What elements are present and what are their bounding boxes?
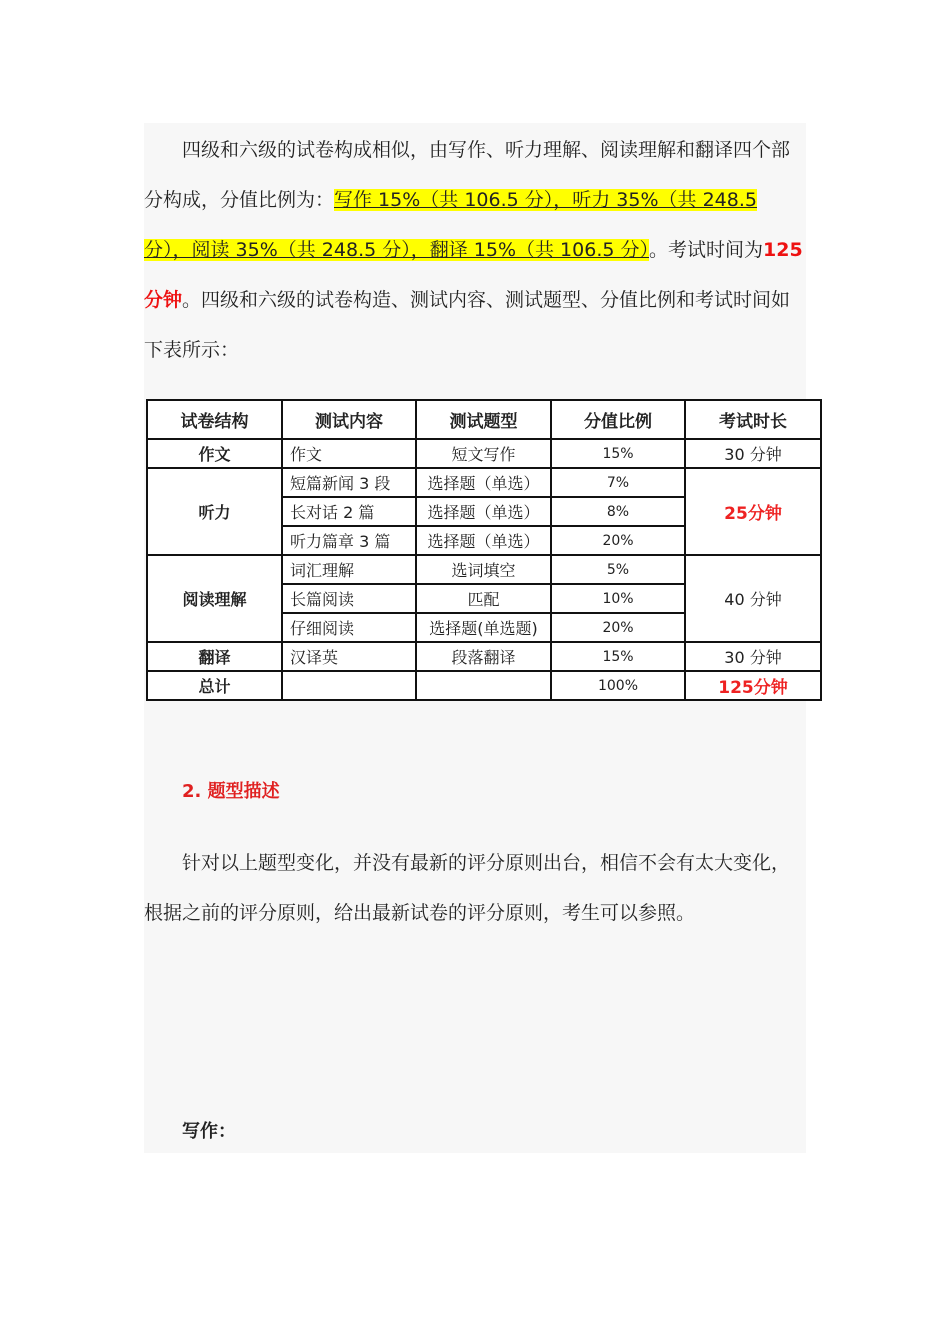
- ratio-cell: 20%: [551, 526, 685, 555]
- content-cell: 作文: [282, 439, 416, 468]
- exam-time: 125 分钟: [144, 239, 803, 311]
- content-cell: 词汇理解: [282, 555, 416, 584]
- table-row: [147, 439, 821, 468]
- header-cell: 分值比例: [551, 400, 685, 439]
- intro-mid: 。考试时间为: [649, 239, 764, 261]
- header-cell: 测试题型: [416, 400, 551, 439]
- section-total: 总计: [147, 671, 282, 700]
- table-total-row: [147, 671, 821, 700]
- empty-cell: [416, 671, 551, 700]
- ratio-cell: 5%: [551, 555, 685, 584]
- time-cell: 30 分钟: [685, 439, 821, 468]
- type-cell: 选择题(单选题): [416, 613, 551, 642]
- header-cell: 试卷结构: [147, 400, 282, 439]
- ratio-cell: 15%: [551, 439, 685, 468]
- content-cell: 短篇新闻 3 段: [282, 468, 416, 497]
- ratio-cell: 15%: [551, 642, 685, 671]
- ratio-cell: 8%: [551, 497, 685, 526]
- score-ratio-highlight: 写作 15%（共 106.5 分），听力 35%（共 248.5 分），阅读 35%（共 248.5 分），翻译 15%（共 106.5 分）: [144, 189, 757, 261]
- section-heading: 2. 题型描述: [182, 781, 280, 802]
- time-cell: 30 分钟: [685, 642, 821, 671]
- reading-time: 40 分钟: [685, 555, 821, 642]
- ratio-cell: 7%: [551, 468, 685, 497]
- ratio-cell: 20%: [551, 613, 685, 642]
- total-time: 125分钟: [685, 671, 821, 700]
- type-cell: 选择题（单选）: [416, 468, 551, 497]
- section-translation: 翻译: [147, 642, 282, 671]
- table-row: [147, 642, 821, 671]
- section-listening: 听力: [147, 468, 282, 555]
- type-cell: 段落翻译: [416, 642, 551, 671]
- description-text: 针对以上题型变化，并没有最新的评分原则出台，相信不会有太大变化，根据之前的评分原则，给出最新试卷的评分原则，考生可以参照。: [144, 852, 791, 924]
- intro-end: 。四级和六级的试卷构造、测试内容、测试题型、分值比例和考试时间如下表所示：: [144, 289, 791, 361]
- table-row: [147, 468, 821, 497]
- type-cell: 选择题（单选）: [416, 497, 551, 526]
- ratio-cell: 10%: [551, 584, 685, 613]
- type-cell: 匹配: [416, 584, 551, 613]
- content-cell: 长对话 2 篇: [282, 497, 416, 526]
- description-paragraph: [144, 838, 806, 938]
- type-cell: 选词填空: [416, 555, 551, 584]
- section-writing: 作文: [147, 439, 282, 468]
- table-header-row: [147, 400, 821, 439]
- content-cell: 听力篇章 3 篇: [282, 526, 416, 555]
- table-row: [147, 555, 821, 584]
- header-cell: 考试时长: [685, 400, 821, 439]
- intro-text: 四级和六级的试卷构成相似，由写作、听力理解、阅读理解和翻译四个部分构成，分值比例为：: [144, 139, 791, 211]
- exam-structure-table: [146, 399, 822, 701]
- section-reading: 阅读理解: [147, 555, 282, 642]
- intro-paragraph: [144, 125, 806, 375]
- writing-label: 写作：: [182, 1121, 236, 1142]
- content-cell: 汉译英: [282, 642, 416, 671]
- content-cell: 仔细阅读: [282, 613, 416, 642]
- empty-cell: [282, 671, 416, 700]
- header-cell: 测试内容: [282, 400, 416, 439]
- content-cell: 长篇阅读: [282, 584, 416, 613]
- type-cell: 选择题（单选）: [416, 526, 551, 555]
- listening-time: 25分钟: [685, 468, 821, 555]
- total-ratio: 100%: [551, 671, 685, 700]
- type-cell: 短文写作: [416, 439, 551, 468]
